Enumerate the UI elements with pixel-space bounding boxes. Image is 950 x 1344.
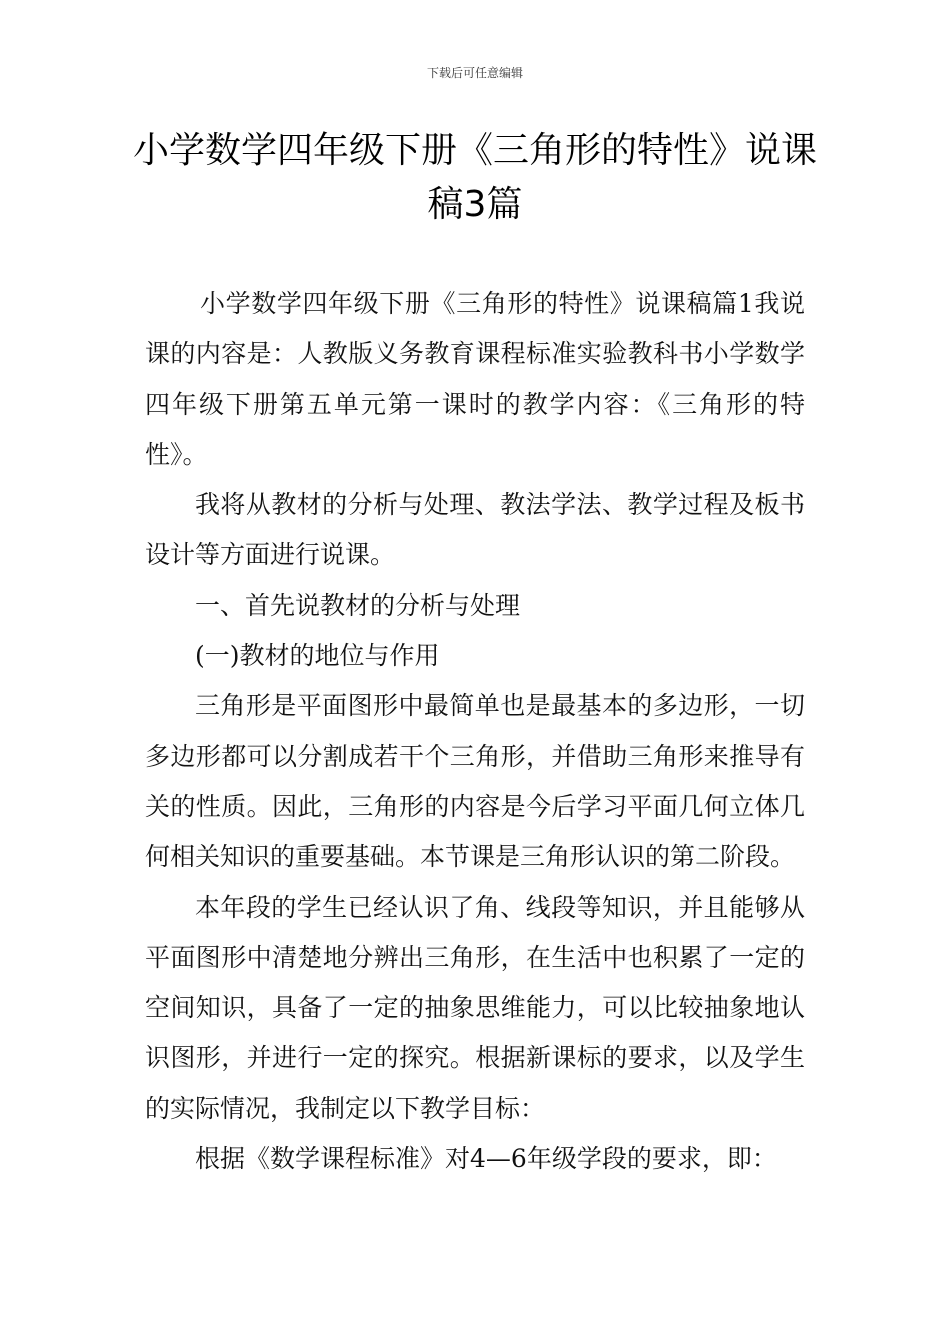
document-title: 小学数学四年级下册《三角形的特性》说课稿3篇: [132, 130, 817, 225]
paragraph: 本年段的学生已经认识了角、线段等知识，并且能够从平面图形中清楚地分辨出三角形，在生活中也积累了一定的空间知识，具备了一定的抽象思维能力，可以比较抽象地认识图形，并进行一定的探究。根据新课标的要求，以及学生的实际情况，我制定以下教学目标：: [145, 892, 805, 1123]
paragraph: 小学数学四年级下册《三角形的特性》说课稿篇1我说课的内容是：人教版义务教育课程标准实验教科书小学数学四年级下册第五单元第一课时的教学内容：《三角形的特性》。: [145, 289, 805, 469]
paragraph: 根据《数学课程标准》对4—6年级学段的要求，即：: [195, 1144, 777, 1174]
header-note: 下载后可任意编辑: [426, 66, 523, 80]
paragraph: 我将从教材的分析与处理、教法学法、教学过程及板书设计等方面进行说课。: [145, 490, 805, 570]
document-body: [145, 279, 805, 1184]
section-heading: 一、首先说教材的分析与处理: [195, 590, 521, 620]
subsection-heading: (一)教材的地位与作用: [195, 641, 440, 671]
paragraph: 三角形是平面图形中最简单也是最基本的多边形，一切多边形都可以分割成若干个三角形，并借助三角形来推导有关的性质。因此，三角形的内容是今后学习平面几何立体几何相关知识的重要基础。本节课是三角形认识的第二阶段。: [145, 691, 805, 872]
